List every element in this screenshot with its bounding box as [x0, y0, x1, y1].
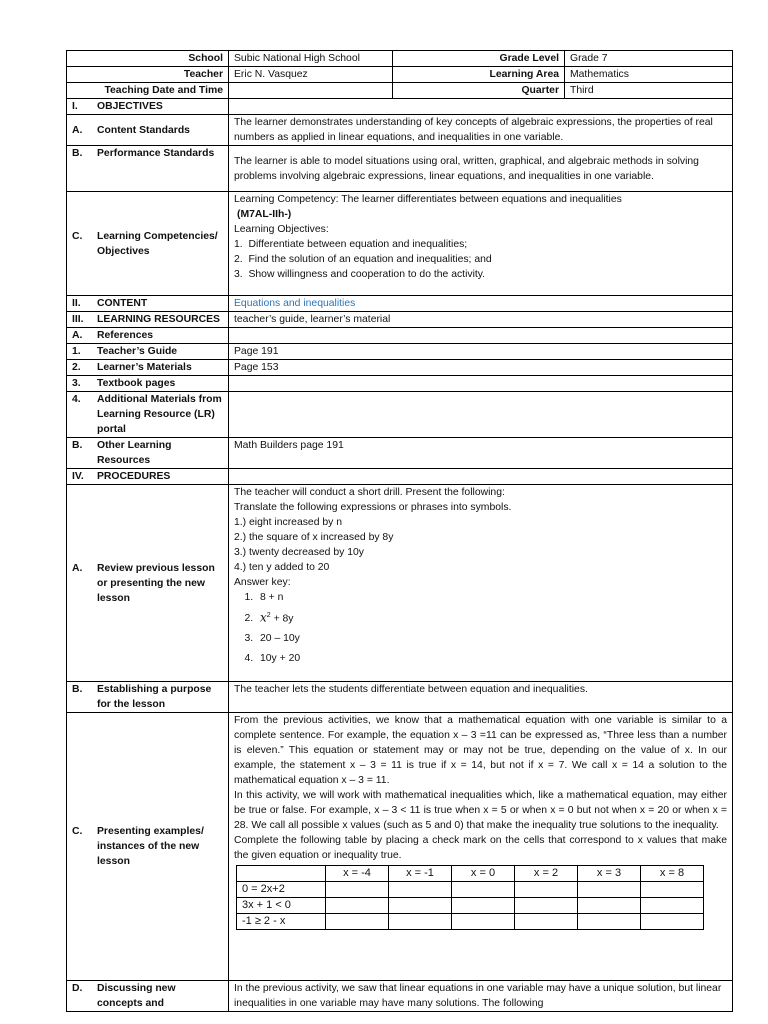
procedures-label: PROCEDURES: [97, 471, 171, 482]
objective-item: 1. Differentiate between equation and inequalities;: [234, 239, 468, 250]
content-standards-num: A.: [72, 124, 83, 136]
learning-competency-text: Learning Competency: The learner differentiates between equations and inequalities: [234, 194, 622, 205]
check-cell[interactable]: [641, 914, 704, 930]
learning-area-label: Learning Area: [393, 67, 565, 83]
learners-materials-label: Learner’s Materials: [97, 362, 192, 373]
purpose-text: The teacher lets the students differentiate between equation and inequalities.: [229, 682, 733, 713]
check-table-expression: -1 ≥ 2 - x: [237, 914, 326, 930]
review-line: 4.) ten y added to 20: [234, 562, 330, 573]
teaching-date-label: Teaching Date and Time: [67, 83, 229, 99]
check-table: [236, 865, 704, 930]
check-table-expression: 3x + 1 < 0: [237, 898, 326, 914]
examples-num: C.: [72, 826, 83, 837]
check-cell[interactable]: [389, 898, 452, 914]
content-standards-row: [67, 115, 733, 146]
check-table-header-cell: x = 2: [515, 866, 578, 882]
competency-code: (M7AL-IIh-): [237, 209, 292, 220]
grade-level-value: Grade 7: [565, 51, 733, 67]
examples-paragraph: In this activity, we will work with mathematical inequalities which, like a mathematical equation, may either be true or false. For example, x – 3 < 11 is true when x = 5 or when x = 0 but not when x = 20 or when x = 28. We call all possible x values (such as 5 and 0) that make the inequality true solutions to the inequality.: [234, 790, 727, 831]
check-table-header-cell: x = 8: [641, 866, 704, 882]
lesson-plan-table: [66, 50, 733, 1012]
performance-standards-label: Performance Standards: [97, 148, 215, 159]
objective-item: 3. Show willingness and cooperation to do the activity.: [234, 269, 486, 280]
answer-item: 3. 20 – 10y: [256, 629, 727, 649]
check-cell[interactable]: [389, 914, 452, 930]
check-cell[interactable]: [578, 914, 641, 930]
review-line: 2.) the square of x increased by 8y: [234, 532, 394, 543]
check-table-header-cell: [237, 866, 326, 882]
answer-item: 2. $x^2 + 8y$: [256, 606, 727, 629]
review-cell: [229, 485, 733, 682]
teacher-value: Eric N. Vasquez: [229, 67, 393, 83]
school-value: Subic National High School: [229, 51, 393, 67]
quarter-value: Third: [565, 83, 733, 99]
content-standards-label: Content Standards: [97, 124, 190, 136]
purpose-label: Establishing a purpose for the lesson: [97, 684, 212, 710]
additional-materials-num: 4.: [72, 394, 81, 405]
check-cell[interactable]: [641, 882, 704, 898]
check-table-row: [237, 882, 704, 898]
review-line: Translate the following expressions or phrases into symbols.: [234, 502, 512, 513]
check-cell[interactable]: [389, 882, 452, 898]
check-cell[interactable]: [452, 914, 515, 930]
review-line: Answer key:: [234, 577, 291, 588]
examples-label: Presenting examples/ instances of the new lesson: [97, 826, 204, 867]
check-table-header-cell: x = 0: [452, 866, 515, 882]
review-line: The teacher will conduct a short drill. Present the following:: [234, 487, 505, 498]
review-line: 3.) twenty decreased by 10y: [234, 547, 364, 558]
textbook-label: Textbook pages: [97, 378, 176, 389]
performance-standards-row: [67, 146, 733, 192]
references-row: [67, 328, 733, 344]
other-resources-label: Other Learning Resources: [97, 440, 172, 466]
learning-objectives-heading: Learning Objectives:: [234, 224, 329, 235]
performance-standards-num: B.: [72, 148, 83, 159]
content-num: II.: [72, 298, 81, 309]
other-resources-row: [67, 438, 733, 469]
learners-materials-text: Page 153: [229, 360, 733, 376]
answer-item: 1. 8 + n: [256, 590, 727, 606]
check-cell[interactable]: [515, 882, 578, 898]
competencies-label: Learning Competencies/ Objectives: [97, 230, 218, 257]
content-text: Equations and inequalities: [229, 296, 733, 312]
check-cell[interactable]: [515, 898, 578, 914]
examples-paragraph: Complete the following table by placing a check mark on the cells that correspond to x values that make the given equation or inequality true.: [234, 835, 727, 861]
other-resources-text: Math Builders page 191: [229, 438, 733, 469]
quarter-label: Quarter: [393, 83, 565, 99]
additional-materials-row: [67, 392, 733, 438]
references-label: References: [97, 330, 154, 341]
teachers-guide-num: 1.: [72, 346, 81, 357]
check-table-expression: 0 = 2x+2: [237, 882, 326, 898]
learning-area-value: Mathematics: [565, 67, 733, 83]
textbook-row: [67, 376, 733, 392]
objectives-title: OBJECTIVES: [97, 101, 163, 112]
procedures-num: IV.: [72, 471, 84, 482]
textbook-num: 3.: [72, 378, 81, 389]
check-table-header-cell: x = 3: [578, 866, 641, 882]
lesson-plan-page: [66, 50, 732, 1012]
header-row-date: [67, 83, 733, 99]
check-table-header: [237, 866, 704, 882]
teachers-guide-row: [67, 344, 733, 360]
check-cell[interactable]: [326, 898, 389, 914]
check-table-header-cell: x = -1: [389, 866, 452, 882]
other-resources-num: B.: [72, 440, 83, 451]
discussing-text: In the previous activity, we saw that linear equations in one variable may have a unique solution, but linear inequalities in one variable may have many solutions. The following: [229, 981, 733, 1012]
additional-materials-label: Additional Materials from Learning Resource (LR) portal: [97, 394, 222, 435]
review-line: 1.) eight increased by n: [234, 517, 343, 528]
learning-resources-text: teacher’s guide, learner’s material: [229, 312, 733, 328]
performance-standards-text: The learner is able to model situations using oral, written, graphical, and algebraic methods in solving problems involving algebraic expressions, linear equations, and inequalities in one variable.: [229, 146, 733, 192]
examples-cell: [229, 713, 733, 981]
check-cell[interactable]: [452, 882, 515, 898]
teachers-guide-label: Teacher’s Guide: [97, 346, 178, 357]
content-row: [67, 296, 733, 312]
objectives-row: [67, 99, 733, 115]
competencies-cell: [229, 192, 733, 296]
learning-resources-label: LEARNING RESOURCES: [97, 314, 220, 325]
additional-materials-text: [229, 392, 733, 438]
review-label: Review previous lesson or presenting the new lesson: [97, 562, 215, 604]
learners-materials-num: 2.: [72, 362, 81, 373]
check-cell[interactable]: [578, 898, 641, 914]
grade-level-label: Grade Level: [393, 51, 565, 67]
answer-item: 4. 10y + 20: [256, 649, 727, 669]
check-cell[interactable]: [452, 898, 515, 914]
learning-resources-row: [67, 312, 733, 328]
teacher-label: Teacher: [67, 67, 229, 83]
competencies-num: C.: [72, 230, 83, 242]
discussing-row: [67, 981, 733, 1012]
references-num: A.: [72, 330, 83, 341]
check-table-row: [237, 898, 704, 914]
teachers-guide-text: Page 191: [229, 344, 733, 360]
procedures-row: [67, 469, 733, 485]
school-label: School: [67, 51, 229, 67]
competencies-row: [67, 192, 733, 296]
check-cell[interactable]: [641, 898, 704, 914]
teaching-date-value: [229, 83, 393, 99]
content-standards-text: The learner demonstrates understanding of key concepts of algebraic expressions, the properties of real numbers as applied in linear equations, and inequalities in one variable.: [229, 115, 733, 146]
examples-row: [67, 713, 733, 981]
header-row-teacher: [67, 67, 733, 83]
purpose-row: [67, 682, 733, 713]
objective-item: 2. Find the solution of an equation and inequalities; and: [234, 254, 492, 265]
purpose-num: B.: [72, 684, 83, 695]
header-row-school: [67, 51, 733, 67]
check-table-header-cell: x = -4: [326, 866, 389, 882]
textbook-text: [229, 376, 733, 392]
check-cell[interactable]: [515, 914, 578, 930]
check-cell[interactable]: [578, 882, 641, 898]
content-label: CONTENT: [97, 298, 148, 309]
review-num: A.: [72, 562, 83, 574]
learners-materials-row: [67, 360, 733, 376]
check-cell[interactable]: [326, 914, 389, 930]
check-table-row: [237, 914, 704, 930]
review-row: [67, 485, 733, 682]
discussing-label: Discussing new concepts and: [97, 983, 176, 1009]
discussing-num: D.: [72, 983, 83, 994]
objectives-num: I.: [72, 101, 78, 112]
learning-resources-num: III.: [72, 314, 84, 325]
answer-key-list: [234, 590, 727, 669]
examples-paragraph: From the previous activities, we know that a mathematical equation with one variable is similar to a complete sentence. For example, the equation x – 3 =11 can be expressed as, “Three less than a number is eleven.” This equation or statement may or may not be true, depending on the value of x. In our example, the statement x – 3 = 11 is true if x = 14, but not if x = 7. We call x = 14 a solution to the mathematical equation x – 3 = 11.: [234, 715, 727, 786]
check-cell[interactable]: [326, 882, 389, 898]
